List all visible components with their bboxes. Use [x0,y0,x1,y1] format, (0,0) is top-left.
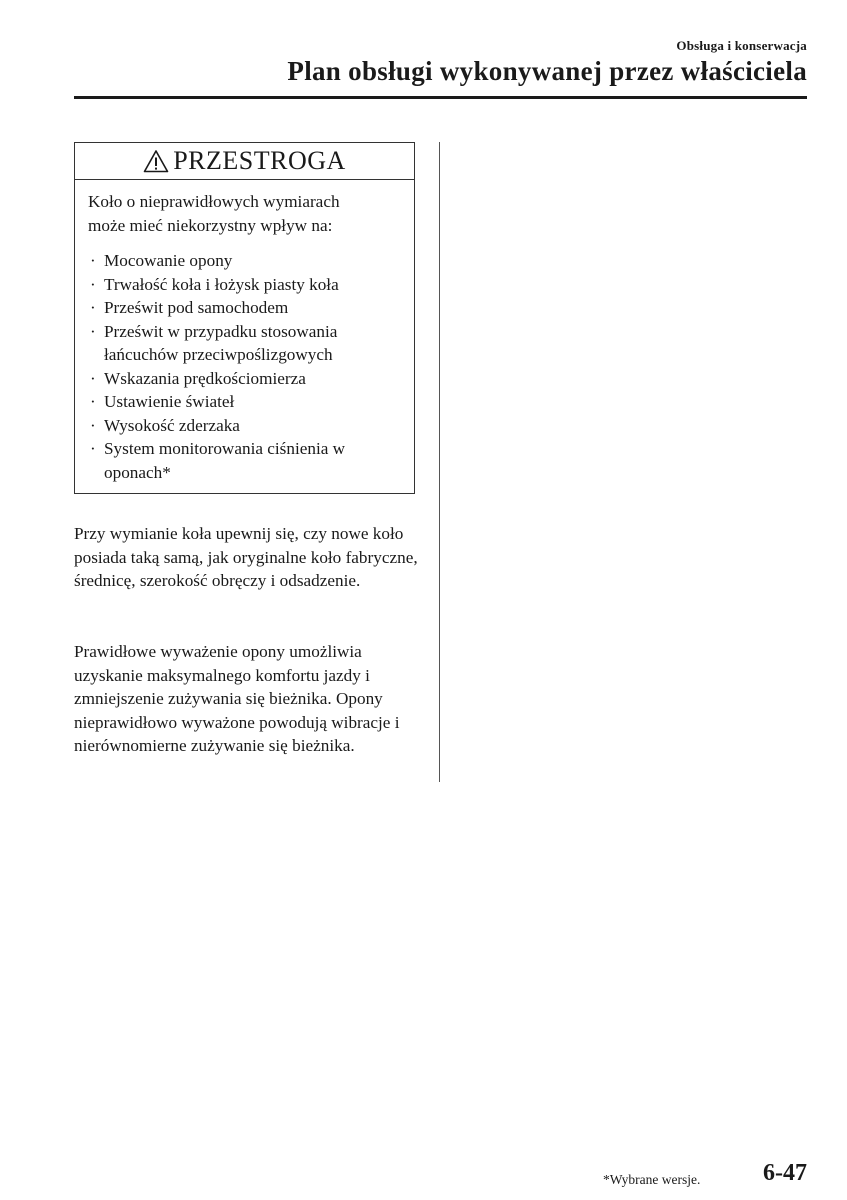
list-item-text: Prześwit pod samochodem [104,298,289,317]
footnote: *Wybrane wersje. [603,1172,701,1187]
list-item [88,437,354,484]
paragraph-wheel-replacement: Przy wymianie koła upewnij się, czy nowe koło posiada taką samą, jak oryginalne koło fabryczne, średnicę, szerokość obręczy i odsadzenie. [74,524,418,590]
caution-intro: Koło o nieprawidłowych wymiarach może mieć niekorzystny wpływ na: [88,192,340,235]
caution-list [88,249,400,484]
list-item [88,249,400,273]
list-item-text: Trwałość koła i łożysk piasty koła [104,274,339,294]
list-item [88,320,374,367]
bullet: · [90,298,96,317]
list-item [88,390,400,414]
list-item-text: Wskazania prędkościomierza [104,368,306,388]
list-item [88,296,400,320]
bullet: · [90,251,96,270]
page-number: 6-47 [763,1160,807,1186]
caution-header [75,143,414,180]
bullet: · [90,392,96,411]
list-item-text: Ustawienie świateł [104,392,235,411]
list-item [88,414,400,438]
list-item-text: System monitorowania ciśnienia w oponach* [104,439,346,482]
bullet: · [90,439,96,458]
header-rule [74,96,807,99]
list-item-text: Wysokość zderzaka [104,415,240,435]
section-header: Obsługa i konserwacja [676,38,807,53]
paragraph-tire-balance: Prawidłowe wyważenie opony umożliwia uzyskanie maksymalnego komfortu jazdy i zmniejszenie zużywania się bieżnika. Opony nieprawidłowo wyważone powodują wibracje i nierównomierne zużywanie się bieżnika. [74,642,400,755]
page-title: Plan obsługi wykonywanej przez właściciela [287,56,807,86]
caution-title: PRZESTROGA [173,146,346,175]
column-divider [439,142,440,782]
bullet: · [90,415,96,435]
list-item-text: Mocowanie opony [104,251,233,270]
bullet: · [90,321,96,341]
caution-box [74,142,415,494]
list-item-text: Prześwit w przypadku stosowania łańcuchów przeciwpoślizgowych [104,321,338,364]
bullet: · [90,274,96,294]
warning-triangle-icon [143,149,169,173]
list-item [88,367,400,391]
list-item [88,273,400,297]
caution-body [75,180,414,484]
bullet: · [90,368,96,388]
